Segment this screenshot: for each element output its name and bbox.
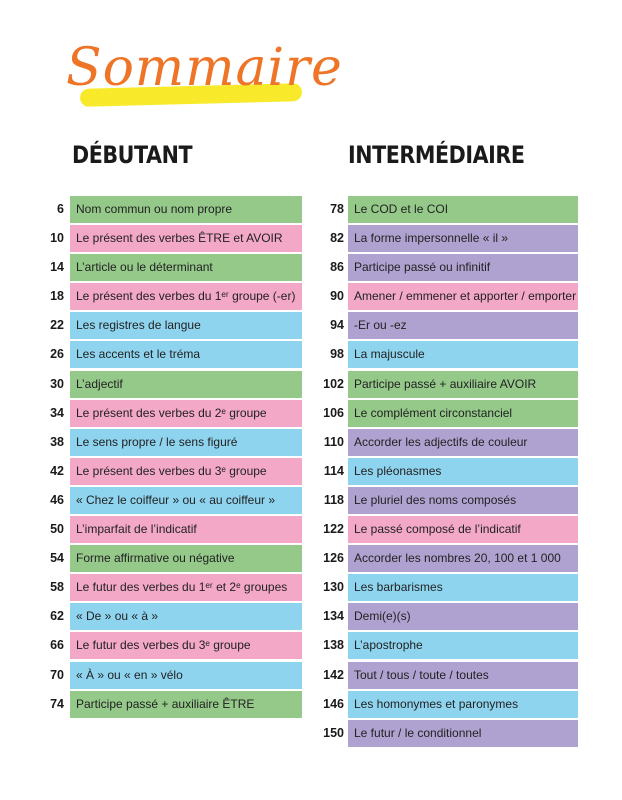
page-number: 22	[50, 318, 64, 333]
toc-entry[interactable]	[40, 254, 302, 283]
toc-entry[interactable]	[318, 254, 578, 283]
chapter-title: Le sens propre / le sens figuré	[70, 429, 302, 456]
page-number: 106	[323, 405, 344, 420]
page-number: 34	[50, 405, 64, 420]
chapter-title: La forme impersonnelle « il »	[348, 225, 578, 252]
chapter-title: « À » ou « en » vélo	[70, 662, 302, 689]
page-number: 78	[330, 202, 344, 216]
chapter-title: L’adjectif	[70, 371, 302, 398]
page-number: 122	[323, 522, 344, 537]
page-number: 14	[50, 260, 64, 275]
toc-entry[interactable]	[40, 662, 302, 691]
toc-entry[interactable]	[40, 225, 302, 254]
chapter-title: Les pléonasmes	[348, 458, 578, 485]
page-number: 142	[323, 667, 344, 682]
page-number: 70	[50, 667, 64, 682]
chapter-title: Participe passé + auxiliaire ÊTRE	[70, 691, 302, 718]
toc-entry[interactable]	[40, 196, 302, 225]
page-number: 118	[323, 492, 344, 507]
chapter-title: « De » ou « à »	[70, 603, 302, 630]
page-number: 6	[57, 202, 64, 216]
chapter-title: Le futur / le conditionnel	[348, 720, 578, 747]
toc-entry[interactable]	[40, 429, 302, 458]
page-number: 150	[323, 725, 344, 740]
toc-entry[interactable]	[318, 283, 578, 312]
chapter-title: Le présent des verbes du 3ᵉ groupe	[70, 458, 302, 485]
page-title: Sommaire	[66, 38, 343, 98]
page-number: 50	[50, 522, 64, 537]
toc-entry[interactable]	[318, 429, 578, 458]
toc-entry[interactable]	[40, 691, 302, 720]
chapter-title: Demi(e)(s)	[348, 603, 578, 630]
chapter-title: Le passé composé de l’indicatif	[348, 516, 578, 543]
page-number: 146	[323, 696, 344, 711]
toc-entry[interactable]	[318, 225, 578, 254]
chapter-title: Les accents et le tréma	[70, 341, 302, 368]
title-block	[66, 30, 343, 110]
page-number: 38	[50, 434, 64, 449]
chapter-title: Participe passé ou infinitif	[348, 254, 578, 281]
toc-entry[interactable]	[40, 400, 302, 429]
chapter-title: Les barbarismes	[348, 574, 578, 601]
toc-entry[interactable]	[318, 458, 578, 487]
chapter-title: Le futur des verbes du 1ᵉʳ et 2ᵉ groupes	[70, 574, 302, 601]
toc-entry[interactable]	[318, 662, 578, 691]
chapter-title: Les homonymes et paronymes	[348, 691, 578, 718]
debutant-section	[40, 138, 302, 720]
toc-entry[interactable]	[40, 574, 302, 603]
page-number: 26	[50, 347, 64, 362]
page-number: 66	[50, 638, 64, 653]
toc-entry[interactable]	[318, 487, 578, 516]
page-number: 54	[50, 551, 64, 566]
page-number: 114	[323, 463, 344, 478]
toc-entry[interactable]	[318, 516, 578, 545]
chapter-title: Le pluriel des noms composés	[348, 487, 578, 514]
page-number: 46	[50, 492, 64, 507]
debutant-list	[40, 196, 302, 720]
toc-entry[interactable]	[40, 341, 302, 370]
page-number: 18	[50, 289, 64, 304]
chapter-title: Le présent des verbes du 1ᵉʳ groupe (-er)	[70, 283, 302, 310]
chapter-title: Le présent des verbes ÊTRE et AVOIR	[70, 225, 302, 252]
page-number: 58	[50, 580, 64, 595]
chapter-title: Accorder les adjectifs de couleur	[348, 429, 578, 456]
toc-entry[interactable]	[40, 487, 302, 516]
chapter-title: -Er ou -ez	[348, 312, 578, 339]
intermediaire-heading: INTERMÉDIAIRE	[348, 141, 525, 169]
page-number: 82	[330, 231, 344, 246]
chapter-title: Le futur des verbes du 3ᵉ groupe	[70, 632, 302, 659]
page-number: 30	[50, 376, 64, 391]
chapter-title: Tout / tous / toute / toutes	[348, 662, 578, 689]
chapter-title: Amener / emmener et apporter / emporter	[348, 283, 578, 310]
chapter-title: Forme affirmative ou négative	[70, 545, 302, 572]
page-number: 98	[330, 347, 344, 362]
toc-entry[interactable]	[40, 458, 302, 487]
chapter-title: La majuscule	[348, 341, 578, 368]
page-number: 102	[323, 376, 344, 391]
toc-entry[interactable]	[318, 603, 578, 632]
chapter-title: Participe passé + auxiliaire AVOIR	[348, 371, 578, 398]
page-number: 126	[323, 551, 344, 566]
chapter-title: Accorder les nombres 20, 100 et 1 000	[348, 545, 578, 572]
chapter-title: Le COD et le COI	[348, 196, 578, 223]
page-number: 110	[323, 434, 344, 449]
toc-entry[interactable]	[318, 196, 578, 225]
toc-entry[interactable]	[318, 312, 578, 341]
chapter-title: Nom commun ou nom propre	[70, 196, 302, 223]
page-number: 138	[323, 638, 344, 653]
toc-entry[interactable]	[318, 371, 578, 400]
toc-entry[interactable]	[40, 516, 302, 545]
toc-entry[interactable]	[318, 574, 578, 603]
page-number: 130	[323, 580, 344, 595]
toc-entry[interactable]	[40, 312, 302, 341]
intermediaire-list	[318, 196, 578, 749]
toc-entry[interactable]	[40, 632, 302, 661]
chapter-title: Le présent des verbes du 2ᵉ groupe	[70, 400, 302, 427]
toc-entry[interactable]	[40, 371, 302, 400]
chapter-title: L’imparfait de l’indicatif	[70, 516, 302, 543]
toc-entry[interactable]	[318, 632, 578, 661]
page-number: 62	[50, 609, 64, 624]
chapter-title: « Chez le coiffeur » ou « au coiffeur »	[70, 487, 302, 514]
chapter-title: Le complément circonstanciel	[348, 400, 578, 427]
debutant-heading: DÉBUTANT	[72, 141, 193, 169]
toc-entry[interactable]	[318, 341, 578, 370]
toc-entry[interactable]	[40, 603, 302, 632]
toc-entry[interactable]	[318, 545, 578, 574]
toc-entry[interactable]	[318, 691, 578, 720]
page-number: 94	[330, 318, 344, 333]
page-number: 42	[50, 463, 64, 478]
toc-entry[interactable]	[40, 545, 302, 574]
page-number: 10	[50, 231, 64, 246]
page-number: 134	[323, 609, 344, 624]
chapter-title: L’article ou le déterminant	[70, 254, 302, 281]
page-number: 86	[330, 260, 344, 275]
page-number: 90	[330, 289, 344, 304]
chapter-title: Les registres de langue	[70, 312, 302, 339]
chapter-title: L’apostrophe	[348, 632, 578, 659]
toc-entry[interactable]	[318, 720, 578, 749]
page-number: 74	[50, 696, 64, 711]
toc-entry[interactable]	[318, 400, 578, 429]
intermediaire-section	[318, 138, 578, 749]
toc-entry[interactable]	[40, 283, 302, 312]
